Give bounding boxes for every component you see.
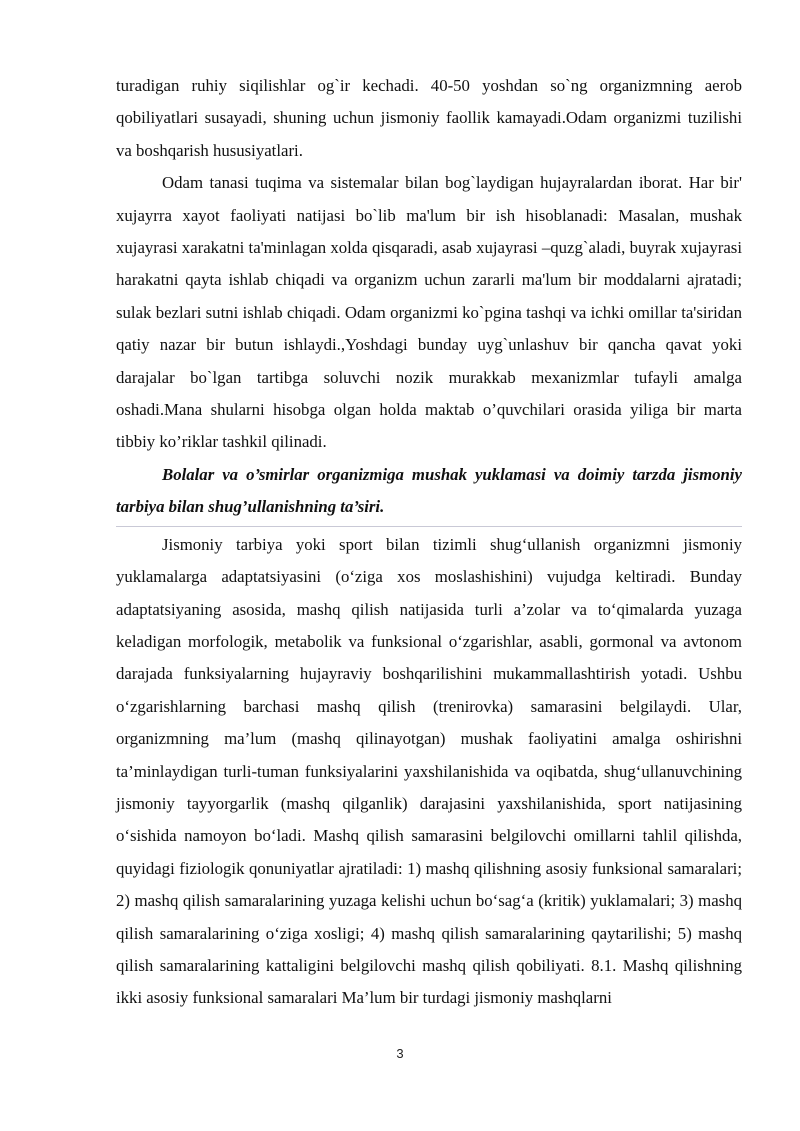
section-heading: Bolalar va o’smirlar organizmiga mushak yuklamasi va doimiy tarzda jismoniy tarbiya bilan shug’ullanishning ta’siri. <box>116 459 742 527</box>
paragraph-continuation: turadigan ruhiy siqilishlar og`ir kechadi. 40-50 yoshdan so`ng organizmning aerob qobiliyatlari susayadi, shuning uchun jismoniy faollik kamayadi.Odam organizmi tuzilishi va boshqarish hususiyatlari. <box>116 76 742 160</box>
paragraph-training-adaptation: Jismoniy tarbiya yoki sport bilan tizimli shug‘ullanish organizmni jismoniy yuklamalarga adaptatsiyasini (o‘ziga xos moslashishini) vujudga keltiradi. Bunday adaptatsiyaning asosida, mashq qilish natijasida turli a’zolar va to‘qimalarda yuzaga keladigan morfologik, metabolik va funksional o‘zgarishlar, asabli, gormonal va avtonom darajada funksiyalarning hujayraviy boshqarilishini mukammallashtirish yotadi. Ushbu o‘zgarishlarning barchasi mashq qilish (trenirovka) samarasini belgilaydi. Ular, organizmning ma’lum (mashq qilinayotgan) mushak faoliyatini amalga oshirishni ta’minlaydigan turli-tuman funksiyalarini yaxshilanishida va oqibatda, shug‘ullanuvchining jismoniy tayyorgarlik (mashq qilganlik) darajasini yaxshilanishida, sport natijasining o‘sishida namoyon bo‘ladi. Mashq qilish samarasini belgilovchi omillarni tahlil qilishda, quyidagi fiziologik qonuniyatlar ajratiladi: 1) mashq qilishning asosiy funksional samaralari; 2) mashq qilish samaralarining yuzaga kelishi uchun bo‘sag‘a (kritik) yuklamalari; 3) mashq qilish samaralarining o‘ziga xosligi; 4) mashq qilish samaralarining qaytarilishi; 5) mashq qilish samaralarining kattaligini belgilovchi mashq qilish qobiliyati. 8.1. Mashq qilishning ikki asosiy funksional samaralari Ma’lum bir turdagi jismoniy mashqlarni <box>116 534 742 1008</box>
document-page <box>116 70 742 1015</box>
paragraph-cell-structure: Odam tanasi tuqima va sistemalar bilan bog`laydigan hujayralardan iborat. Har bir' xujayrra xayot faoliyati natijasi bo`lib ma'lum bir ish hisoblanadi: Masalan, mushak xujayrasi xarakatni ta'minlagan xolda qisqaradi, asab xujayrasi –quzg`aladi, buyrak xujayrasi harakatni qayta ishlab chiqadi va organizm uchun zararli ma'lum bir moddalarni ajratadi; sulak bezlari sutni ishlab chiqadi. Odam organizmi ko`pgina tashqi va ichki omillar ta'siridan qatiy nazar bir butun ishlaydi.,Yoshdagi bunday uyg`unlashuv bir qancha qavat yoki darajalar bo`lgan tartibga soluvchi nozik murakkab mexanizmlar tufayli amalga oshadi.Mana shularni hisobga olgan holda maktab o’quvchilari orasida yiliga bir marta tibbiy ko’riklar tashkil qilinadi. <box>116 173 742 452</box>
page-number: 3 <box>396 1046 404 1061</box>
